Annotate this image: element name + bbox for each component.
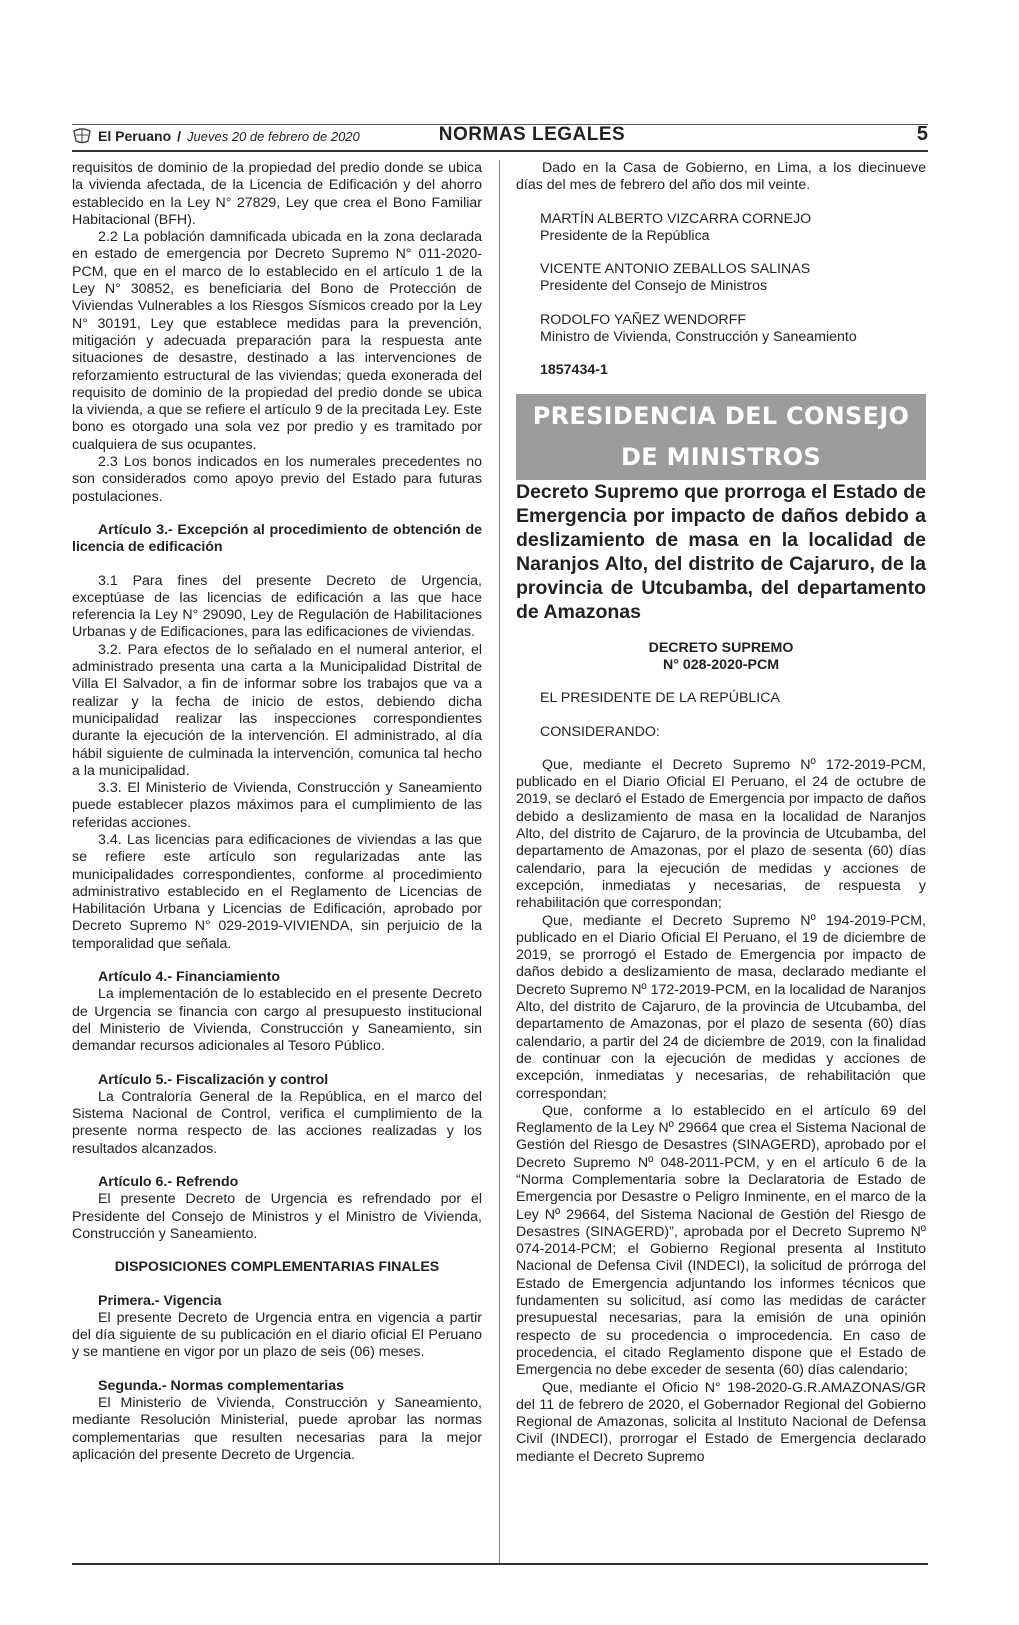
header-bottom-rule (72, 150, 928, 152)
publication-code: 1857434-1 (540, 362, 608, 379)
header-masthead (72, 128, 360, 144)
newspaper-name: El Peruano (98, 128, 172, 144)
header-separator: / (177, 128, 182, 144)
signatory-name: MARTÍN ALBERTO VIZCARRA CORNEJO (540, 210, 812, 227)
column-divider (499, 160, 500, 1563)
publication-date: Jueves 20 de febrero de 2020 (187, 128, 360, 144)
signatory-role: Presidente de la República (540, 227, 710, 244)
considerando-heading: CONSIDERANDO: (540, 723, 660, 740)
section-name: NORMAS LEGALES (438, 124, 626, 145)
paragraph: Que, mediante el Oficio N° 198-2020-G.R.AMAZONAS/GR del 11 de febrero de 2020, el Gobernador Regional del Gobierno Regional de Amazonas, solicita al Instituto Nacional de Defensa Civil (INDECI), prorrogar el Estado de Emergencia declarado mediante el Decreto Supremo (516, 1379, 926, 1465)
signatory-name: RODOLFO YAÑEZ WENDORFF (540, 311, 746, 328)
decree-title: Decreto Supremo que prorroga el Estado de Emergencia por impacto de daños debido a deslizamiento de masa en la localidad de Naranjos Alto, del distrito de Cajaruro, de la provincia de Utcubamba, del departamento de Amazonas (516, 480, 926, 623)
president-heading: EL PRESIDENTE DE LA REPÚBLICA (540, 690, 780, 707)
page-header (72, 118, 928, 152)
decree-heading (516, 640, 926, 675)
signatory-name: VICENTE ANTONIO ZEBALLOS SALINAS (540, 261, 811, 278)
article-6-title: Artículo 6.- Refrendo (98, 1174, 239, 1191)
banner-line: DE MINISTROS (621, 442, 821, 471)
institution-banner (516, 394, 926, 480)
final-provisions-title: DISPOSICIONES COMPLEMENTARIAS FINALES (114, 1259, 440, 1276)
signatory-role: Ministro de Vivienda, Construcción y Saneamiento (540, 329, 857, 346)
footer-rule (72, 1563, 928, 1565)
page-number: 5 (916, 123, 928, 145)
paragraph: La Contraloría General de la República, en el marco del Sistema Nacional de Control, verifica el cumplimiento de la presente norma respecto de las acciones realizadas y los resultados alcanzados. (72, 1088, 482, 1157)
paragraph: La implementación de lo establecido en el presente Decreto de Urgencia se financia con cargo al presupuesto institucional del Ministerio de Vivienda, Construcción y Saneamiento, sin demandar recursos adicionales al Tesoro Público. (72, 986, 482, 1055)
coat-of-arms-icon (72, 128, 92, 144)
paragraph: 3.2. Para efectos de lo señalado en el numeral anterior, el administrado presenta una carta a la Municipalidad Distrital de Villa El Salvador, a fin de informar sobre los trabajos que va a realizar y la fecha de inicio de estos, debiendo dicha municipalidad realizar las inspecciones correspondientes durante la ejecución de la intervención. El administrado, al día hábil siguiente de culminada la intervención, comunica tal hecho a la municipalidad. (72, 641, 482, 779)
paragraph: Que, mediante el Decreto Supremo Nº 194-2019-PCM, publicado en el Diario Oficial El Peruano, el 19 de diciembre de 2019, se prorrogó el Estado de Emergencia por impacto de daños debido a deslizamiento de masa, declarado mediante el Decreto Supremo Nº 172-2019-PCM, en la localidad de Naranjos Alto, del distrito de Cajaruro, de la provincia de Utcubamba, del departamento de Amazonas, por el plazo de sesenta (60) días calendario, a partir del 24 de diciembre de 2019, con la finalidad de continuar con la ejecución de medidas y acciones de excepción, inmediatas y necesarias, de rehabilitación que correspondan; (516, 912, 926, 1102)
paragraph: 3.1 Para fines del presente Decreto de Urgencia, exceptúase de las licencias de edificación a las que hace referencia la Ley N° 29090, Ley de Regulación de Habilitaciones Urbanas y de Edificaciones, para las edificaciones de viviendas. (72, 572, 482, 641)
paragraph: Que, conforme a lo establecido en el artículo 69 del Reglamento de la Ley Nº 29664 que crea el Sistema Nacional de Gestión del Riesgo de Desastres (SINAGERD), aprobado por el Decreto Supremo Nº 048-2011-PCM, y en el artículo 6 de la “Norma Complementaria sobre la Declaratoria de Estado de Emergencia por Desastre o Peligro Inminente, en el marco de la Ley Nº 29664, del Sistema Nacional de Gestión del Riesgo de Desastres (SINAGERD)”, aprobada por el Decreto Supremo Nº 074-2014-PCM; el Gobierno Regional presenta al Instituto Nacional de Defensa Civil (INDECI), la solicitud de prórroga del Estado de Emergencia adjuntando los informes técnicos que fundamenten su solicitud, así como las medidas de carácter presupuestal necesarias, para la emisión de una opinión respecto de su procedencia o improcedencia. En caso de procedencia, el citado Reglamento dispone que el Estado de Emergencia no debe exceder de sesenta (60) días calendario; (516, 1102, 926, 1379)
article-3-title: Artículo 3.- Excepción al procedimiento de obtención de licencia de edificación (72, 521, 482, 556)
first-provision-title: Primera.- Vigencia (98, 1292, 222, 1309)
paragraph: El Ministerio de Vivienda, Construcción y Saneamiento, mediante Resolución Ministerial, puede aprobar las normas complementarias que resulten necesarias para la mejor aplicación del presente Decreto de Urgencia. (72, 1395, 482, 1463)
signatory-role: Presidente del Consejo de Ministros (540, 278, 768, 295)
paragraph: 2.3 Los bonos indicados en los numerales precedentes no son considerados como apoyo previo del Estado para futuras postulaciones. (72, 454, 482, 505)
second-provision-title: Segunda.- Normas complementarias (98, 1377, 344, 1394)
paragraph: Dado en la Casa de Gobierno, en Lima, a los diecinueve días del mes de febrero del año dos mil veinte. (516, 160, 926, 194)
paragraph: El presente Decreto de Urgencia es refrendado por el Presidente del Consejo de Ministros y el Ministro de Vivienda, Construcción y Saneamiento. (72, 1191, 482, 1242)
paragraph: Que, mediante el Decreto Supremo Nº 172-2019-PCM, publicado en el Diario Oficial El Peruano, el 24 de octubre de 2019, se declaró el Estado de Emergencia por impacto de daños debido a deslizamiento de masa en la localidad de Naranjos Alto, del distrito de Cajaruro, de la provincia de Utcubamba, del departamento de Amazonas, por el plazo de sesenta (60) días calendario, para la ejecución de medidas y acciones de excepción, inmediatas y necesarias, de respuesta y rehabilitación que correspondan; (516, 756, 926, 912)
right-column (516, 160, 926, 1466)
decree-type: DECRETO SUPREMO (648, 639, 794, 656)
paragraph: El presente Decreto de Urgencia entra en vigencia a partir del día siguiente de su publicación en el diario oficial El Peruano y se mantiene en vigor por un plazo de seis (06) meses. (72, 1309, 482, 1361)
paragraph: 3.4. Las licencias para edificaciones de viviendas a las que se refiere este artículo son regularizadas ante las municipalidades correspondientes, conforme al procedimiento administrativo establecido en el Reglamento de Licencias de Habilitación Urbana y Licencias de Edificación, aprobado por Decreto Supremo N° 029-2019-VIVIENDA, sin perjuicio de la temporalidad que señala. (72, 831, 482, 952)
paragraph: 2.2 La población damnificada ubicada en la zona declarada en estado de emergencia por Decreto Supremo N° 011-2020-PCM, que en el marco de lo establecido en el artículo 1 de la Ley N° 30852, es beneficiaria del Bono de Protección de Viviendas Vulnerables a los Riesgos Sísmicos creado por la Ley N° 30191, Ley que establece medidas para la prevención, mitigación y adecuada preparación para la respuesta ante situaciones de desastre, destinado a las intervenciones de reforzamiento estructural de las viviendas; queda exonerada del requisito de dominio de la propiedad del predio donde se ubica la vivienda, a que se refiere el artículo 9 de la precitada Ley. Este bono es otorgado una sola vez por predio y es tramitado por cualquiera de sus ocupantes. (72, 229, 482, 453)
paragraph: requisitos de dominio de la propiedad del predio donde se ubica la vivienda afectada, de la Licencia de Edificación y del ahorro establecido en la Ley N° 27829, Ley que crea el Bono Familiar Habitacional (BFH). (72, 160, 482, 228)
article-5-title: Artículo 5.- Fiscalización y control (98, 1071, 329, 1088)
decree-number: N° 028-2020-PCM (662, 656, 780, 673)
left-column (72, 160, 482, 1464)
paragraph: 3.3. El Ministerio de Vivienda, Construcción y Saneamiento puede establecer plazos máximos para el cumplimiento de las referidas acciones. (72, 780, 482, 831)
article-4-title: Artículo 4.- Financiamiento (98, 969, 281, 986)
banner-line: PRESIDENCIA DEL CONSEJO (532, 401, 910, 430)
